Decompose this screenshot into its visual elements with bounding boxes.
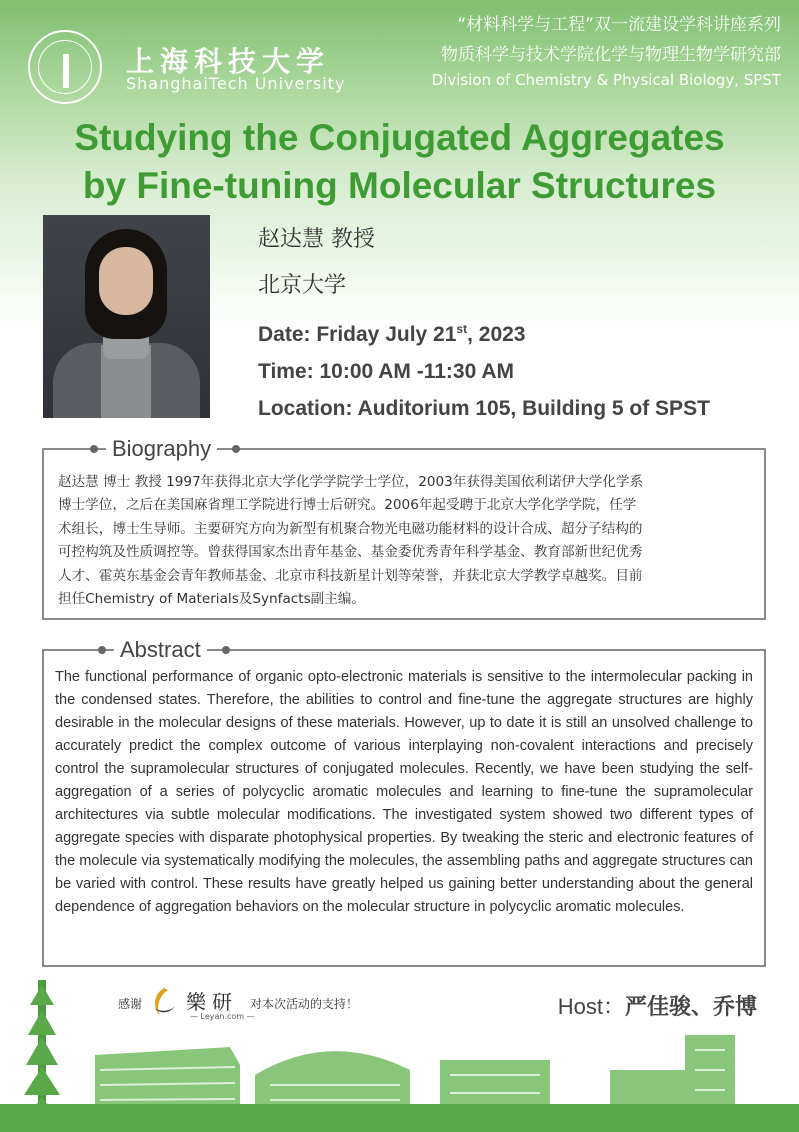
event-time: Time: 10:00 AM -11:30 AM	[258, 360, 514, 383]
event-location: Location: Auditorium 105, Building 5 of SPST	[258, 397, 710, 420]
event-date: Date: Friday July 21st, 2023	[258, 322, 526, 346]
abstract-heading: Abstract	[114, 637, 207, 663]
lecture-series: “材料科学与工程”双一流建设学科讲座系列	[457, 15, 781, 35]
support-text: 对本次活动的支持！	[250, 997, 359, 1011]
university-name-en: ShanghaiTech University	[126, 74, 346, 93]
bullet-dot	[98, 646, 106, 654]
department-en: Division of Chemistry & Physical Biology, SPST	[431, 71, 781, 89]
thanks-text: 感谢	[118, 997, 143, 1011]
bullet-dot	[90, 445, 98, 453]
speaker-photo	[43, 215, 210, 418]
sponsor-name-cn: 樂研	[186, 990, 238, 1014]
title-line-1: Studying the Conjugated Aggregates	[74, 117, 725, 158]
abstract-text: The functional performance of organic opto-electronic materials is sensitive to the intermolecular packing in the condensed states. Therefore, the abilities to control and fine-tune the aggregate structures are highly desirable in the molecular designs of these materials. However, up to date it is still an unsolved challenge to accurately predict the complex outcome of various interplaying non-covalent interactions and precisely control the supramolecular structures of conjugated molecules. Recently, we have been studying the self-aggregation of a series of polycyclic aromatic molecules and learning to fine-tune the supramolecular architectures via subtle molecular modifications. The investigated system showed two different types of aggregate species with disparate photophysical properties. By tweaking the steric and electronic features of the molecule via systematically modifying the molecules, the assembling paths and aggregate structures can be varied with control. These results have greatly helped us gaining better understanding about the general dependence of aggregation behaviors on the molecular structure in polycyclic aromatic molecules.	[55, 669, 753, 915]
lecture-title	[0, 114, 799, 210]
speaker-name: 赵达慧 教授	[258, 227, 375, 252]
department-cn: 物质科学与技术学院化学与物理生物学研究部	[441, 45, 781, 65]
speaker-affiliation: 北京大学	[258, 273, 347, 298]
bullet-dot	[222, 646, 230, 654]
university-seal-icon	[28, 30, 102, 104]
host-info: Host：严佳骏、乔博	[557, 994, 757, 1019]
university-name-cn: 上海科技大学	[126, 45, 331, 78]
biography-heading: Biography	[106, 436, 217, 462]
title-line-2: by Fine-tuning Molecular Structures	[82, 165, 717, 206]
biography-text: 赵达慧 博士 教授 1997年获得北京大学化学学院学士学位，2003年获得美国依利诺伊大学化学系 博士学位，之后在美国麻省理工学院进行博士后研究。2006年起受聘于北京大学化学学院，任学 术组长，博士生导师。主要研究方向为新型有机聚合物光电磁功能材料的设计合成、超分子结构的 可控构筑及性质调控等。曾获得国家杰出青年基金、基金委优秀青年科学基金、教育部新世纪优秀 人才、霍英东基金会青年教师基金、北京市科技新星计划等荣誉，并获北京大学教学卓越奖。目前 担任Chemistry of Materials及Synfacts副主编。	[58, 474, 644, 608]
footer-bar	[0, 1104, 799, 1132]
sponsor-name-en: — Leyan.com —	[190, 1012, 255, 1021]
bullet-dot	[232, 445, 240, 453]
